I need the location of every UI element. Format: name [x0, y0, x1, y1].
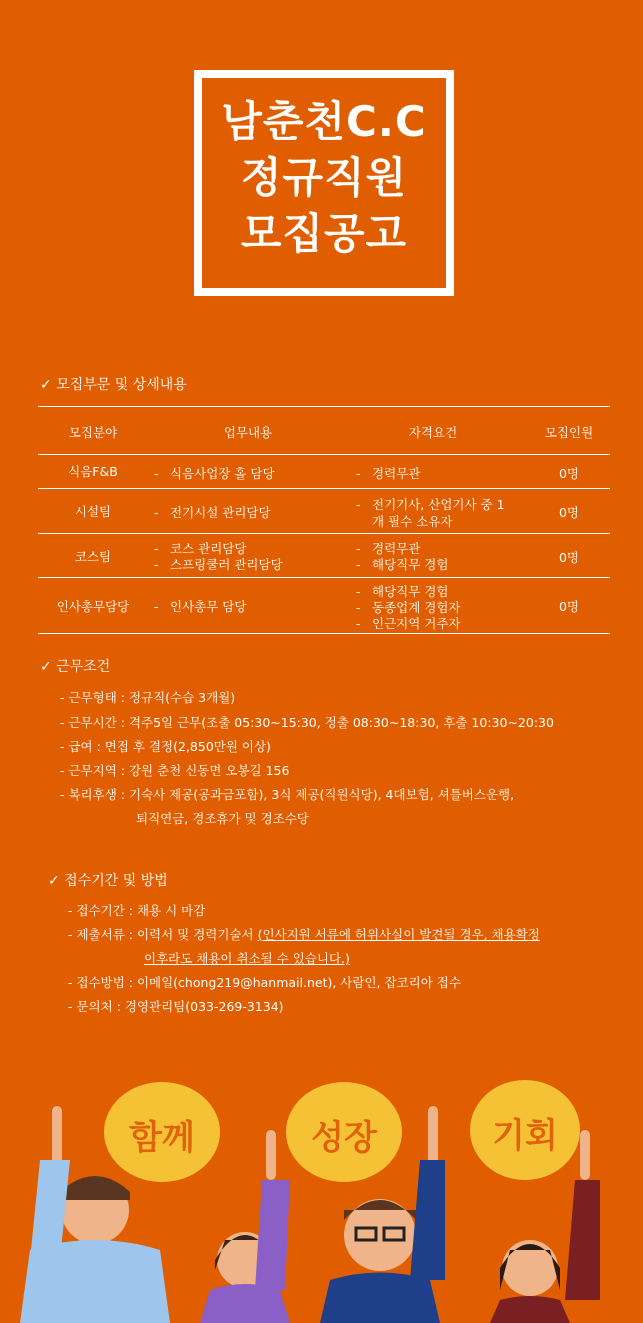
- row-req: - 전기기사, 산업기사 중 1개 필수 소유자: [356, 497, 505, 529]
- row-duty: - 식음사업장 홀 담당: [154, 466, 275, 481]
- row-count: 0명: [558, 505, 580, 520]
- row-req: - 해당직무 경험: [356, 557, 449, 572]
- row-duty: - 인사총무 담당: [154, 599, 247, 614]
- condition-item: - 근무지역 : 강원 춘천 신동면 오봉길 156: [60, 763, 290, 778]
- title-line-2: 정규직원: [240, 153, 408, 202]
- bubble-growth: 성장: [286, 1082, 402, 1182]
- row-count: 0명: [558, 550, 580, 565]
- condition-item: - 근무시간 : 격주5일 근무(조출 05:30~15:30, 정출 08:30~18:30, 후출 10:30~20:30: [60, 715, 554, 730]
- row-field: 시설팀: [74, 504, 112, 519]
- row-req: - 경력무관: [356, 541, 421, 556]
- bubble-opportunity: 기회: [470, 1080, 580, 1180]
- condition-item: - 근무형태 : 정규직(수습 3개월): [60, 690, 236, 705]
- person-4: [490, 1130, 600, 1323]
- row-field: 코스팀: [74, 549, 112, 564]
- application-period: - 접수기간 : 채용 시 마감: [68, 903, 206, 918]
- row-duty: - 스프링쿨러 관리담당: [154, 557, 283, 572]
- col-header: 모집분야: [68, 425, 118, 440]
- row-req: - 경력무관: [356, 466, 421, 481]
- row-req: - 해당직무 경험: [356, 584, 449, 599]
- col-header: 자격요건: [408, 425, 458, 440]
- section-recruit-heading: ✓ 모집부문 및 상세내용: [40, 377, 187, 393]
- person-2: [200, 1130, 290, 1323]
- application-contact: - 문의처 : 경영관리팀(033-269-3134): [68, 999, 284, 1014]
- row-req: - 인근지역 거주자: [356, 616, 461, 631]
- row-field: 인사총무담당: [56, 599, 130, 614]
- row-field: 식음F&B: [68, 464, 118, 479]
- row-count: 0명: [558, 466, 580, 481]
- bubble-together: 함께: [104, 1082, 220, 1182]
- section-application-heading: ✓ 접수기간 및 방법: [48, 873, 168, 889]
- col-header: 모집인원: [544, 425, 594, 440]
- row-duty: - 전기시설 관리담당: [154, 505, 271, 520]
- application-docs-note: 이후라도 채용이 취소될 수 있습니다.): [144, 951, 350, 966]
- people-illustration: [0, 1100, 643, 1323]
- col-header: 업무내용: [223, 425, 273, 440]
- row-req: - 동종업계 경험자: [356, 600, 461, 615]
- row-duty: - 코스 관리담당: [154, 541, 247, 556]
- condition-item: - 급여 : 면접 후 결정(2,850만원 이상): [60, 739, 271, 754]
- row-count: 0명: [558, 599, 580, 614]
- condition-item: - 복리후생 : 기숙사 제공(공과금포함), 3식 제공(직원식당), 4대보험, 셔틀버스운행,: [60, 787, 515, 802]
- title-line-3: 모집공고: [240, 209, 408, 258]
- title-box: [194, 70, 454, 296]
- person-1: [20, 1106, 170, 1323]
- title-line-1: 남춘천C.C: [221, 97, 427, 146]
- application-docs: - 제출서류 : 이력서 및 경력기술서 (인사지원 서류에 허위사실이 발견될 경우, 채용확정: [68, 927, 540, 942]
- condition-item-cont: 퇴직연금, 경조휴가 및 경조수당: [136, 811, 309, 826]
- application-method: - 접수방법 : 이메일(chong219@hanmail.net), 사람인, 잡코리아 접수: [68, 975, 461, 990]
- section-conditions-heading: ✓ 근무조건: [40, 659, 111, 675]
- person-3: [320, 1106, 445, 1323]
